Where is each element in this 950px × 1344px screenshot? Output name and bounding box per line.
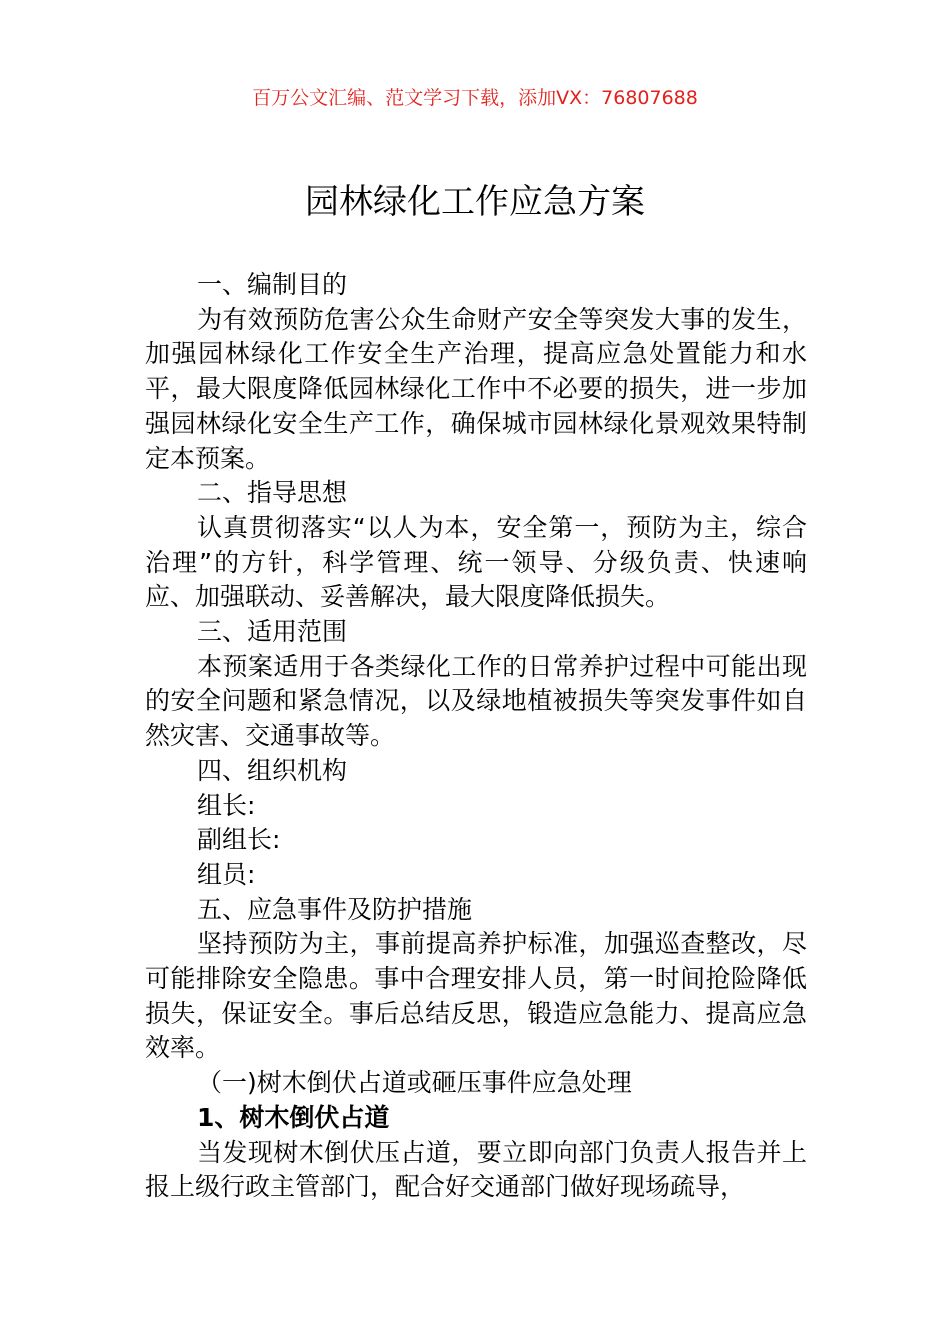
section-heading-scope: 三、适用范围 bbox=[197, 617, 348, 647]
section-heading-guiding-ideology: 二、指导思想 bbox=[197, 478, 348, 508]
section-heading-purpose: 一、编制目的 bbox=[197, 270, 348, 299]
paragraph-tree-blocking-road: 当发现树木倒伏压占道，要立即向部门负责人报告并上报上级行政主管部门，配合好交通部门做好现场疏导， bbox=[145, 1137, 807, 1202]
subsection-heading-tree-collapse: （一)树木倒伏占道或砸压事件应急处理 bbox=[197, 1068, 632, 1098]
paragraph-scope: 本预案适用于各类绿化工作的日常养护过程中可能出现的安全问题和紧急情况，以及绿地植被损失等突发事件如自然灾害、交通事故等。 bbox=[145, 651, 807, 751]
org-deputy-leader: 副组长: bbox=[197, 825, 281, 855]
section-heading-emergency-measures: 五、应急事件及防护措施 bbox=[197, 894, 473, 924]
document-body bbox=[145, 268, 807, 1205]
paragraph-guiding-ideology: 认真贯彻落实“以人为本，安全第一，预防为主，综合治理”的方针，科学管理、统一领导、分级负责、快速响应、加强联动、妥善解决，最大限度降低损失。 bbox=[145, 512, 807, 612]
header-note: 百万公文汇编、范文学习下载，添加VX：76807688 bbox=[252, 87, 698, 109]
item-heading-tree-blocking-road: 1、树木倒伏占道 bbox=[197, 1102, 390, 1132]
paragraph-purpose: 为有效预防危害公众生命财产安全等突发大事的发生，加强园林绿化工作安全生产治理，提高应急处置能力和水平，最大限度降低园林绿化工作中不必要的损失，进一步加强园林绿化安全生产工作，确保城市园林绿化景观效果特制定本预案。 bbox=[145, 304, 807, 473]
section-heading-organization: 四、组织机构 bbox=[197, 755, 348, 785]
document-title: 园林绿化工作应急方案 bbox=[305, 182, 645, 222]
org-leader: 组长: bbox=[197, 790, 256, 820]
paragraph-emergency-measures: 坚持预防为主，事前提高养护标准，加强巡查整改，尽可能排除安全隐患。事中合理安排人员，第一时间抢险降低损失，保证安全。事后总结反思，锻造应急能力、提高应急效率。 bbox=[145, 929, 807, 1063]
org-members: 组员: bbox=[197, 859, 256, 889]
